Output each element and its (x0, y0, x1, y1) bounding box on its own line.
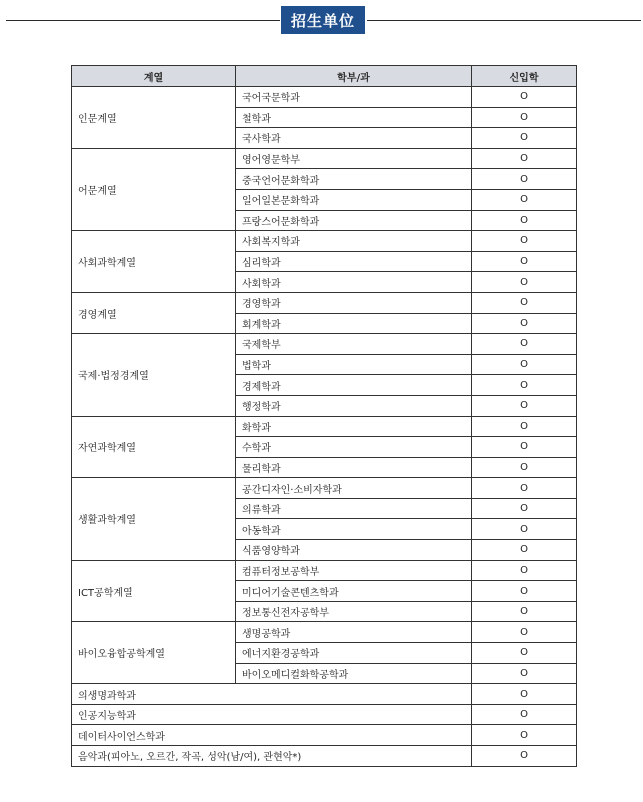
freshman-mark-cell: O (472, 107, 577, 128)
department-cell: 음악과(피아노, 오르간, 작곡, 성악(남/여), 관현악*) (72, 746, 472, 767)
header-divider-left (6, 20, 280, 21)
series-cell: 국제·법정경계열 (72, 334, 236, 416)
column-header-freshman: 신입학 (472, 66, 577, 87)
department-cell: 의생명과학과 (72, 684, 472, 705)
department-cell: 회계학과 (236, 313, 472, 334)
freshman-mark-cell: O (472, 292, 577, 313)
department-cell: 중국언어문화학과 (236, 169, 472, 190)
freshman-mark-cell: O (472, 457, 577, 478)
freshman-mark-cell: O (472, 375, 577, 396)
freshman-mark-cell: O (472, 704, 577, 725)
department-cell: 철학과 (236, 107, 472, 128)
department-cell: 경영학과 (236, 292, 472, 313)
freshman-mark-cell: O (472, 87, 577, 108)
department-cell: 식품영양학과 (236, 540, 472, 561)
department-cell: 생명공학과 (236, 622, 472, 643)
series-cell: 인문계열 (72, 87, 236, 149)
freshman-mark-cell: O (472, 746, 577, 767)
section-title: 招生单位 (281, 6, 365, 34)
freshman-mark-cell: O (472, 725, 577, 746)
department-cell: 법학과 (236, 354, 472, 375)
freshman-mark-cell: O (472, 272, 577, 293)
department-cell: 심리학과 (236, 251, 472, 272)
department-cell: 화학과 (236, 416, 472, 437)
freshman-mark-cell: O (472, 581, 577, 602)
series-cell: 생활과학계열 (72, 478, 236, 560)
freshman-mark-cell: O (472, 437, 577, 458)
department-cell: 미디어기술콘텐츠학과 (236, 581, 472, 602)
table-row (72, 478, 577, 499)
department-cell: 물리학과 (236, 457, 472, 478)
table-header-row (72, 66, 577, 87)
freshman-mark-cell: O (472, 416, 577, 437)
department-cell: 경제학과 (236, 375, 472, 396)
freshman-mark-cell: O (472, 251, 577, 272)
freshman-mark-cell: O (472, 169, 577, 190)
table-row (72, 746, 577, 767)
table-row (72, 231, 577, 252)
department-cell: 프랑스어문화학과 (236, 210, 472, 231)
series-cell: 경영계열 (72, 292, 236, 333)
freshman-mark-cell: O (472, 334, 577, 355)
freshman-mark-cell: O (472, 519, 577, 540)
table-row (72, 704, 577, 725)
table-row (72, 684, 577, 705)
series-cell: ICT공학계열 (72, 560, 236, 622)
department-cell: 수학과 (236, 437, 472, 458)
department-cell: 영어영문학부 (236, 148, 472, 169)
freshman-mark-cell: O (472, 601, 577, 622)
department-cell: 컴퓨터정보공학부 (236, 560, 472, 581)
department-cell: 행정학과 (236, 395, 472, 416)
table-row (72, 87, 577, 108)
admission-units-table (71, 65, 577, 767)
column-header-department: 학부/과 (236, 66, 472, 87)
department-cell: 에너지환경공학과 (236, 643, 472, 664)
department-cell: 정보통신전자공학부 (236, 601, 472, 622)
freshman-mark-cell: O (472, 622, 577, 643)
department-cell: 바이오메디컬화학공학과 (236, 663, 472, 684)
section-header (0, 6, 643, 34)
table-body (72, 87, 577, 767)
freshman-mark-cell: O (472, 128, 577, 149)
freshman-mark-cell: O (472, 231, 577, 252)
freshman-mark-cell: O (472, 189, 577, 210)
table-row (72, 725, 577, 746)
department-cell: 일어일본문화학과 (236, 189, 472, 210)
freshman-mark-cell: O (472, 354, 577, 375)
table-row (72, 292, 577, 313)
freshman-mark-cell: O (472, 663, 577, 684)
freshman-mark-cell: O (472, 313, 577, 334)
series-cell: 사회과학계열 (72, 231, 236, 293)
department-cell: 데이터사이언스학과 (72, 725, 472, 746)
freshman-mark-cell: O (472, 498, 577, 519)
department-cell: 국사학과 (236, 128, 472, 149)
column-header-series: 계열 (72, 66, 236, 87)
department-cell: 인공지능학과 (72, 704, 472, 725)
freshman-mark-cell: O (472, 148, 577, 169)
series-cell: 바이오융합공학계열 (72, 622, 236, 684)
table-row (72, 148, 577, 169)
table-row (72, 622, 577, 643)
freshman-mark-cell: O (472, 540, 577, 561)
department-cell: 사회복지학과 (236, 231, 472, 252)
series-cell: 자연과학계열 (72, 416, 236, 478)
freshman-mark-cell: O (472, 643, 577, 664)
freshman-mark-cell: O (472, 210, 577, 231)
freshman-mark-cell: O (472, 560, 577, 581)
department-cell: 의류학과 (236, 498, 472, 519)
department-cell: 국어국문학과 (236, 87, 472, 108)
table-row (72, 334, 577, 355)
department-cell: 국제학부 (236, 334, 472, 355)
series-cell: 어문계열 (72, 148, 236, 230)
department-cell: 공간디자인·소비자학과 (236, 478, 472, 499)
department-cell: 아동학과 (236, 519, 472, 540)
header-divider-right (367, 20, 641, 21)
freshman-mark-cell: O (472, 478, 577, 499)
table-row (72, 560, 577, 581)
department-cell: 사회학과 (236, 272, 472, 293)
table-row (72, 416, 577, 437)
freshman-mark-cell: O (472, 684, 577, 705)
freshman-mark-cell: O (472, 395, 577, 416)
